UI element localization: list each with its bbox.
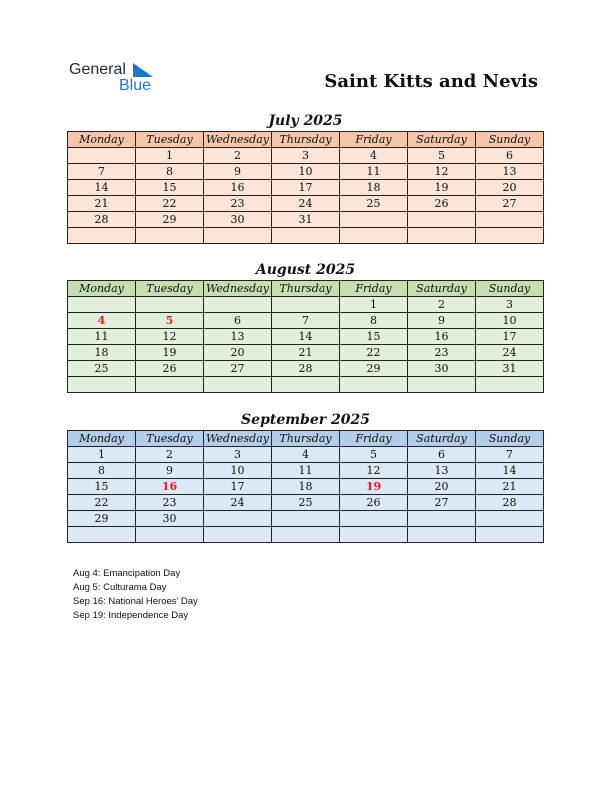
day-cell: 6: [204, 313, 272, 329]
weekday-header: Monday: [68, 132, 136, 148]
day-cell: 21: [476, 479, 544, 495]
day-cell: 5: [408, 148, 476, 164]
week-row: [68, 148, 544, 164]
weekday-header: Friday: [340, 281, 408, 297]
holiday-list: [73, 567, 198, 623]
logo-text-blue: Blue: [119, 77, 152, 94]
day-cell: 16: [408, 329, 476, 345]
week-row: [68, 180, 544, 196]
day-cell: 8: [136, 164, 204, 180]
day-cell: [340, 527, 408, 543]
weekday-header: Friday: [340, 132, 408, 148]
day-cell: 20: [408, 479, 476, 495]
holiday-item: Aug 5: Culturama Day: [73, 582, 167, 593]
day-cell: [204, 527, 272, 543]
weekday-header: Thursday: [272, 132, 340, 148]
day-cell: 9: [136, 463, 204, 479]
day-cell: 23: [136, 495, 204, 511]
day-cell: 30: [204, 212, 272, 228]
day-cell: 29: [68, 511, 136, 527]
weekday-header: Sunday: [476, 132, 544, 148]
month-title: August 2025: [255, 262, 356, 278]
logo-triangle-icon: [133, 63, 153, 77]
day-cell: 15: [68, 479, 136, 495]
day-cell: 9: [204, 164, 272, 180]
day-cell: 22: [68, 495, 136, 511]
day-cell: 31: [272, 212, 340, 228]
day-cell: [408, 377, 476, 393]
day-cell: 7: [68, 164, 136, 180]
day-cell: 11: [68, 329, 136, 345]
day-cell: 19: [136, 345, 204, 361]
day-cell: 17: [272, 180, 340, 196]
day-cell: 20: [476, 180, 544, 196]
weekday-header: Wednesday: [204, 431, 272, 447]
day-cell: 16: [204, 180, 272, 196]
country-title: Saint Kitts and Nevis: [324, 71, 538, 92]
week-row: [68, 377, 544, 393]
month-calendar: [67, 111, 544, 244]
day-cell: 3: [476, 297, 544, 313]
day-cell: 15: [136, 180, 204, 196]
weekday-header: Monday: [68, 281, 136, 297]
month-title: September 2025: [241, 412, 370, 428]
month-calendar: [67, 260, 544, 393]
day-cell: 28: [476, 495, 544, 511]
day-cell: 24: [476, 345, 544, 361]
day-cell: 5: [136, 313, 204, 329]
day-cell: 29: [340, 361, 408, 377]
day-cell: 2: [408, 297, 476, 313]
month-title: July 2025: [268, 113, 343, 129]
day-cell: 21: [68, 196, 136, 212]
day-cell: 3: [272, 148, 340, 164]
week-row: [68, 447, 544, 463]
day-cell: 30: [408, 361, 476, 377]
day-cell: [136, 228, 204, 244]
day-cell: 11: [272, 463, 340, 479]
day-cell: [340, 212, 408, 228]
week-row: [68, 511, 544, 527]
day-cell: [476, 212, 544, 228]
day-cell: 23: [204, 196, 272, 212]
day-cell: [408, 228, 476, 244]
week-row: [68, 297, 544, 313]
day-cell: [476, 511, 544, 527]
day-cell: 24: [204, 495, 272, 511]
weekday-header: Saturday: [408, 132, 476, 148]
day-cell: 24: [272, 196, 340, 212]
day-cell: [272, 511, 340, 527]
week-row: [68, 463, 544, 479]
weekday-header: Saturday: [408, 281, 476, 297]
day-cell: 26: [136, 361, 204, 377]
week-row: [68, 495, 544, 511]
month-calendar: [67, 410, 544, 543]
week-row: [68, 345, 544, 361]
day-cell: 3: [204, 447, 272, 463]
day-cell: 25: [340, 196, 408, 212]
day-cell: [204, 511, 272, 527]
day-cell: 30: [136, 511, 204, 527]
day-cell: 4: [340, 148, 408, 164]
day-cell: [408, 527, 476, 543]
day-cell: [340, 377, 408, 393]
day-cell: 6: [476, 148, 544, 164]
calendar-grid: [67, 131, 544, 244]
day-cell: 10: [272, 164, 340, 180]
week-row: [68, 228, 544, 244]
day-cell: 1: [68, 447, 136, 463]
day-cell: 17: [476, 329, 544, 345]
weekday-header: Monday: [68, 431, 136, 447]
day-cell: 27: [408, 495, 476, 511]
day-cell: 2: [136, 447, 204, 463]
day-cell: [136, 377, 204, 393]
logo-text-general: General: [69, 61, 126, 78]
day-cell: 16: [136, 479, 204, 495]
calendar-grid: [67, 280, 544, 393]
day-cell: 7: [272, 313, 340, 329]
weekday-header-row: [68, 132, 544, 148]
weekday-header: Wednesday: [204, 281, 272, 297]
day-cell: 26: [340, 495, 408, 511]
week-row: [68, 361, 544, 377]
generalblue-logo: [69, 61, 169, 95]
day-cell: [408, 511, 476, 527]
day-cell: 12: [408, 164, 476, 180]
day-cell: 27: [476, 196, 544, 212]
day-cell: [340, 228, 408, 244]
day-cell: 25: [68, 361, 136, 377]
day-cell: 13: [476, 164, 544, 180]
day-cell: [204, 377, 272, 393]
day-cell: 10: [476, 313, 544, 329]
holiday-item: Sep 16: National Heroes’ Day: [73, 596, 198, 607]
day-cell: [204, 297, 272, 313]
day-cell: 13: [408, 463, 476, 479]
day-cell: 27: [204, 361, 272, 377]
weekday-header: Tuesday: [136, 281, 204, 297]
week-row: [68, 196, 544, 212]
day-cell: 1: [136, 148, 204, 164]
day-cell: 8: [340, 313, 408, 329]
day-cell: [204, 228, 272, 244]
day-cell: [136, 527, 204, 543]
day-cell: 7: [476, 447, 544, 463]
day-cell: 6: [408, 447, 476, 463]
day-cell: 21: [272, 345, 340, 361]
day-cell: [272, 228, 340, 244]
day-cell: [68, 527, 136, 543]
day-cell: [68, 148, 136, 164]
day-cell: 12: [136, 329, 204, 345]
weekday-header: Thursday: [272, 281, 340, 297]
weekday-header: Wednesday: [204, 132, 272, 148]
day-cell: 9: [408, 313, 476, 329]
day-cell: [68, 297, 136, 313]
weekday-header-row: [68, 281, 544, 297]
day-cell: [476, 228, 544, 244]
day-cell: [272, 377, 340, 393]
day-cell: 18: [68, 345, 136, 361]
day-cell: 31: [476, 361, 544, 377]
weekday-header: Friday: [340, 431, 408, 447]
day-cell: 28: [68, 212, 136, 228]
day-cell: [272, 527, 340, 543]
holiday-item: Sep 19: Independence Day: [73, 610, 189, 621]
day-cell: 4: [272, 447, 340, 463]
day-cell: [476, 377, 544, 393]
day-cell: 25: [272, 495, 340, 511]
day-cell: 11: [340, 164, 408, 180]
day-cell: 1: [340, 297, 408, 313]
day-cell: 18: [272, 479, 340, 495]
day-cell: 22: [136, 196, 204, 212]
day-cell: 28: [272, 361, 340, 377]
day-cell: [136, 297, 204, 313]
weekday-header: Sunday: [476, 281, 544, 297]
day-cell: [408, 212, 476, 228]
week-row: [68, 212, 544, 228]
day-cell: 23: [408, 345, 476, 361]
day-cell: 19: [340, 479, 408, 495]
day-cell: 12: [340, 463, 408, 479]
day-cell: 19: [408, 180, 476, 196]
day-cell: 26: [408, 196, 476, 212]
weekday-header: Tuesday: [136, 431, 204, 447]
day-cell: 2: [204, 148, 272, 164]
day-cell: 17: [204, 479, 272, 495]
weekday-header: Tuesday: [136, 132, 204, 148]
day-cell: 18: [340, 180, 408, 196]
day-cell: 14: [476, 463, 544, 479]
week-row: [68, 527, 544, 543]
day-cell: 14: [68, 180, 136, 196]
day-cell: 13: [204, 329, 272, 345]
day-cell: 20: [204, 345, 272, 361]
week-row: [68, 329, 544, 345]
day-cell: 15: [340, 329, 408, 345]
day-cell: 10: [204, 463, 272, 479]
day-cell: [340, 511, 408, 527]
day-cell: 5: [340, 447, 408, 463]
day-cell: 29: [136, 212, 204, 228]
day-cell: [68, 377, 136, 393]
day-cell: 22: [340, 345, 408, 361]
day-cell: [68, 228, 136, 244]
day-cell: [272, 297, 340, 313]
weekday-header-row: [68, 431, 544, 447]
day-cell: 14: [272, 329, 340, 345]
weekday-header: Thursday: [272, 431, 340, 447]
weekday-header: Sunday: [476, 431, 544, 447]
day-cell: 8: [68, 463, 136, 479]
day-cell: [476, 527, 544, 543]
day-cell: 4: [68, 313, 136, 329]
holiday-item: Aug 4: Emancipation Day: [73, 568, 181, 579]
week-row: [68, 164, 544, 180]
week-row: [68, 479, 544, 495]
weekday-header: Saturday: [408, 431, 476, 447]
week-row: [68, 313, 544, 329]
calendar-grid: [67, 430, 544, 543]
